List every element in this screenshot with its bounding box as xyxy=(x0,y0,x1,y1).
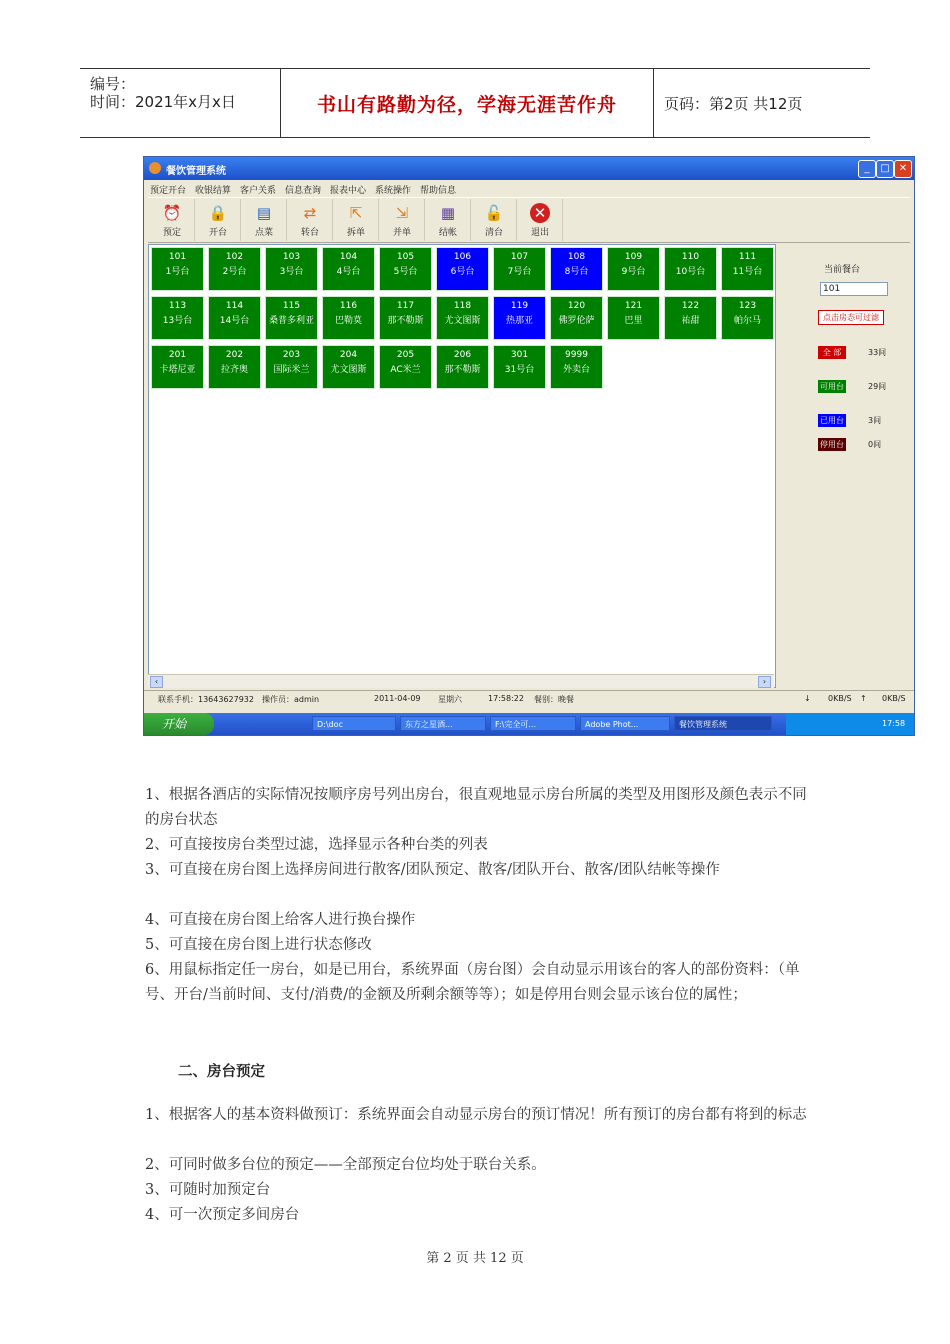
table-tile[interactable] xyxy=(436,247,489,291)
table-number: 101 xyxy=(168,252,187,262)
status-date: 2011-04-09 xyxy=(374,694,421,703)
table-tile[interactable] xyxy=(664,296,717,340)
table-number: 113 xyxy=(168,301,187,311)
table-tile[interactable] xyxy=(322,247,375,291)
table-grid xyxy=(148,244,776,688)
table-tile[interactable] xyxy=(379,345,432,389)
table-number: 108 xyxy=(567,252,586,262)
status-phone: 联系手机：13643627932 xyxy=(158,695,254,704)
table-tile[interactable] xyxy=(151,345,204,389)
net-up-speed: 0KB/S xyxy=(882,694,906,703)
paragraph: 4、可一次预定多间房台 xyxy=(145,1207,300,1223)
toolbar-label: 预定 xyxy=(162,228,181,238)
system-tray xyxy=(786,713,914,735)
table-tile[interactable] xyxy=(208,296,261,340)
table-name: 祐甜 xyxy=(681,316,700,326)
horizontal-scrollbar[interactable] xyxy=(148,674,774,688)
status-panel xyxy=(780,244,910,686)
table-name: 11号台 xyxy=(732,267,763,277)
table-number: 115 xyxy=(282,301,301,311)
toolbar-label: 退出 xyxy=(530,228,549,238)
toolbar-button-clear[interactable] xyxy=(472,199,517,241)
title-bar xyxy=(144,157,914,180)
table-number: 206 xyxy=(453,350,472,360)
toolbar-button-exit[interactable] xyxy=(518,199,563,241)
net-up-icon: ↑ xyxy=(860,694,867,703)
legend-disabled[interactable]: 停用台 xyxy=(820,440,844,449)
table-number: 117 xyxy=(396,301,415,311)
table-number: 205 xyxy=(396,350,415,360)
table-name: 6号台 xyxy=(450,267,475,277)
toolbar-button-merge[interactable] xyxy=(380,199,425,241)
table-name: 4号台 xyxy=(336,267,361,277)
table-tile[interactable] xyxy=(265,345,318,389)
maximize-icon[interactable]: □ xyxy=(876,160,894,178)
toolbar-label: 结帐 xyxy=(438,228,457,238)
table-tile[interactable] xyxy=(151,296,204,340)
clock-icon: ⏰ xyxy=(162,204,182,222)
tray-clock: 17:58 xyxy=(882,719,906,728)
paragraph: 1、根据各酒店的实际情况按顺序房号列出房台，很直观地显示房台所属的类型及用图形及颜色表示不同的房台状态 xyxy=(145,787,807,828)
table-tile[interactable] xyxy=(493,247,546,291)
status-meal: 餐别：晚餐 xyxy=(534,695,574,704)
menu-item[interactable]: 信息查询 xyxy=(285,186,322,196)
table-number: 109 xyxy=(624,252,643,262)
table-number: 204 xyxy=(339,350,358,360)
table-tile[interactable] xyxy=(721,296,774,340)
table-tile[interactable] xyxy=(493,345,546,389)
table-number: 116 xyxy=(339,301,358,311)
page-header xyxy=(80,68,870,138)
toolbar-button-split[interactable] xyxy=(334,199,379,241)
table-name: 拉齐奥 xyxy=(220,365,248,375)
table-tile[interactable] xyxy=(664,247,717,291)
table-tile[interactable] xyxy=(208,247,261,291)
table-number: 202 xyxy=(225,350,244,360)
table-name: 巴勒莫 xyxy=(334,316,362,326)
table-name: 那不勒斯 xyxy=(444,365,481,375)
toolbar-label: 拆单 xyxy=(346,228,365,238)
header-left-cell xyxy=(80,69,281,137)
table-name: 13号台 xyxy=(162,316,193,326)
table-tile[interactable] xyxy=(265,296,318,340)
table-number: 121 xyxy=(624,301,643,311)
table-name: 1号台 xyxy=(165,267,190,277)
legend-available-count: 29间 xyxy=(868,382,887,391)
table-name: 外卖台 xyxy=(562,365,590,375)
table-number: 203 xyxy=(282,350,301,360)
window-title: 餐饮管理系统 xyxy=(166,166,226,177)
motto: 书山有路勤为径，学海无涯苦作舟 xyxy=(316,93,617,116)
table-number: 118 xyxy=(453,301,472,311)
table-name: 卡塔尼亚 xyxy=(159,365,196,375)
time-label: 时间：2021年x月x日 xyxy=(90,93,236,111)
table-name: 31号台 xyxy=(504,365,535,375)
paragraph: 3、可直接在房台图上选择房间进行散客/团队预定、散客/团队开台、散客/团队结帐等操作 xyxy=(145,862,720,878)
net-down-icon: ↓ xyxy=(804,694,811,703)
minimize-icon[interactable]: _ xyxy=(858,160,876,178)
menu-item[interactable]: 预定开台 xyxy=(150,186,187,196)
paragraph: 5、可直接在房台图上进行状态修改 xyxy=(145,937,372,953)
dish-icon: ▤ xyxy=(256,204,272,222)
table-tile[interactable] xyxy=(436,296,489,340)
toolbar-label: 清台 xyxy=(484,228,503,238)
table-tile[interactable] xyxy=(208,345,261,389)
table-tile[interactable] xyxy=(265,247,318,291)
table-tile[interactable] xyxy=(550,345,603,389)
paragraph: 1、根据客人的基本资料做预订：系统界面会自动显示房台的预订情况！所有预订的房台都有将到的标志 xyxy=(145,1107,807,1123)
lock-icon: 🔒 xyxy=(208,204,228,222)
table-number: 201 xyxy=(168,350,187,360)
taskbar-item-active[interactable]: 餐饮管理系统 xyxy=(674,716,772,731)
table-number: 104 xyxy=(339,252,358,262)
toolbar-button-order[interactable] xyxy=(242,199,287,241)
page-label: 页码：第2页 共12页 xyxy=(664,94,803,113)
status-weekday: 星期六 xyxy=(438,695,462,704)
table-number: 106 xyxy=(453,252,472,262)
toolbar-label: 并单 xyxy=(392,228,411,238)
app-icon xyxy=(149,162,161,174)
paragraph: 2、可同时做多台位的预定——全部预定台位均处于联台关系。 xyxy=(145,1157,546,1173)
checkout-icon: ▦ xyxy=(440,204,456,222)
table-name: 2号台 xyxy=(222,267,247,277)
table-name: 7号台 xyxy=(507,267,532,277)
merge-icon: ⇲ xyxy=(395,204,409,222)
taskbar xyxy=(144,713,914,735)
taskbar-item[interactable]: D:\doc xyxy=(312,716,396,731)
scroll-left-icon[interactable]: ‹ xyxy=(150,676,163,688)
status-time: 17:58:22 xyxy=(488,694,524,703)
clear-icon: 🔓 xyxy=(484,204,504,222)
table-number: 120 xyxy=(567,301,586,311)
toolbar-label: 点菜 xyxy=(254,228,273,238)
table-number: 9999 xyxy=(565,350,588,360)
table-tile[interactable] xyxy=(607,247,660,291)
table-tile[interactable] xyxy=(721,247,774,291)
status-operator: 操作员：admin xyxy=(262,695,320,704)
menu-item[interactable]: 客户关系 xyxy=(240,186,277,196)
menu-item[interactable]: 收银结算 xyxy=(195,186,232,196)
table-name: 桑普多利亚 xyxy=(268,316,314,326)
table-tile[interactable] xyxy=(379,296,432,340)
status-bar xyxy=(144,690,914,708)
table-number: 107 xyxy=(510,252,529,262)
table-tile[interactable] xyxy=(379,247,432,291)
current-table-label: 当前餐台 xyxy=(824,265,861,275)
toolbar-button-open[interactable] xyxy=(196,199,241,241)
table-name: AC米兰 xyxy=(390,365,421,375)
paragraph: 3、可随时加预定台 xyxy=(145,1182,271,1198)
table-name: 14号台 xyxy=(219,316,250,326)
menu-item[interactable]: 报表中心 xyxy=(330,186,367,196)
table-name: 佛罗伦萨 xyxy=(558,316,595,326)
table-tile[interactable] xyxy=(436,345,489,389)
legend-disabled-count: 0间 xyxy=(868,440,882,449)
paragraph: 4、可直接在房台图上给客人进行换台操作 xyxy=(145,912,416,928)
menu-item[interactable]: 系统操作 xyxy=(375,186,412,196)
legend-available[interactable]: 可用台 xyxy=(820,382,844,391)
table-number: 110 xyxy=(681,252,700,262)
table-name: 10号台 xyxy=(675,267,706,277)
split-icon: ⇱ xyxy=(349,204,363,222)
table-number: 105 xyxy=(396,252,415,262)
table-tile[interactable] xyxy=(550,296,603,340)
toolbar-button-checkout[interactable] xyxy=(426,199,471,241)
page-footer: 第 2 页 共 12 页 xyxy=(426,1251,524,1266)
legend-used-count: 3间 xyxy=(868,416,882,425)
legend-all-count: 33间 xyxy=(868,348,887,357)
table-name: 9号台 xyxy=(621,267,646,277)
start-button[interactable]: 开始 xyxy=(144,713,214,735)
taskbar-item[interactable]: F:\完全可... xyxy=(490,716,576,731)
table-name: 帕尔马 xyxy=(733,316,761,326)
close-icon[interactable]: ✕ xyxy=(894,160,912,178)
menu-bar xyxy=(144,180,914,196)
scroll-right-icon[interactable]: › xyxy=(758,676,771,688)
toolbar-button-reserve[interactable] xyxy=(150,199,195,241)
legend-used[interactable]: 已用台 xyxy=(820,416,844,425)
taskbar-item[interactable]: Adobe Phot... xyxy=(580,716,670,731)
taskbar-item[interactable]: 东方之星酒... xyxy=(400,716,486,731)
table-tile[interactable] xyxy=(493,296,546,340)
header-page-cell xyxy=(654,69,870,137)
table-name: 热那亚 xyxy=(505,316,533,326)
table-name: 国际米兰 xyxy=(273,365,310,375)
app-window xyxy=(143,156,915,736)
table-number: 119 xyxy=(510,301,529,311)
toolbar xyxy=(148,197,910,243)
legend-all[interactable]: 全 部 xyxy=(818,346,846,359)
table-number: 122 xyxy=(681,301,700,311)
table-number: 102 xyxy=(225,252,244,262)
table-name: 尤文图斯 xyxy=(330,365,367,375)
table-name: 那不勒斯 xyxy=(387,316,424,326)
number-label: 编号： xyxy=(90,75,136,93)
table-name: 巴里 xyxy=(624,316,643,326)
table-name: 3号台 xyxy=(279,267,304,277)
paragraph: 2、可直接按房台类型过滤，选择显示各种台类的列表 xyxy=(145,837,488,853)
table-name: 尤文图斯 xyxy=(444,316,481,326)
table-tile[interactable] xyxy=(322,296,375,340)
exit-icon: ✕ xyxy=(530,203,550,223)
current-table-input[interactable]: 101 xyxy=(820,282,888,296)
toolbar-button-transfer[interactable] xyxy=(288,199,333,241)
section-heading: 二、房台预定 xyxy=(178,1063,265,1080)
table-tile[interactable] xyxy=(151,247,204,291)
table-number: 123 xyxy=(738,301,757,311)
table-tile[interactable] xyxy=(607,296,660,340)
table-number: 111 xyxy=(738,252,757,262)
table-name: 5号台 xyxy=(393,267,418,277)
menu-item[interactable]: 帮助信息 xyxy=(420,186,457,196)
table-name: 8号台 xyxy=(564,267,589,277)
table-tile[interactable] xyxy=(322,345,375,389)
toolbar-label: 转台 xyxy=(300,228,319,238)
table-number: 301 xyxy=(510,350,529,360)
table-number: 114 xyxy=(225,301,244,311)
header-motto-cell xyxy=(281,69,654,137)
toolbar-label: 开台 xyxy=(208,228,227,238)
table-tile[interactable] xyxy=(550,247,603,291)
transfer-icon: ⇄ xyxy=(303,204,317,222)
filter-hint[interactable]: 点击房态可过滤 xyxy=(818,310,884,325)
paragraph: 6、用鼠标指定任一房台，如是已用台，系统界面（房台图）会自动显示用该台的客人的部份资料：（单号、开台/当前时间、支付/消费/的金额及所剩余额等等）；如是停用台则会显示该台位的属性； xyxy=(145,962,800,1003)
table-number: 103 xyxy=(282,252,301,262)
net-down-speed: 0KB/S xyxy=(828,694,852,703)
